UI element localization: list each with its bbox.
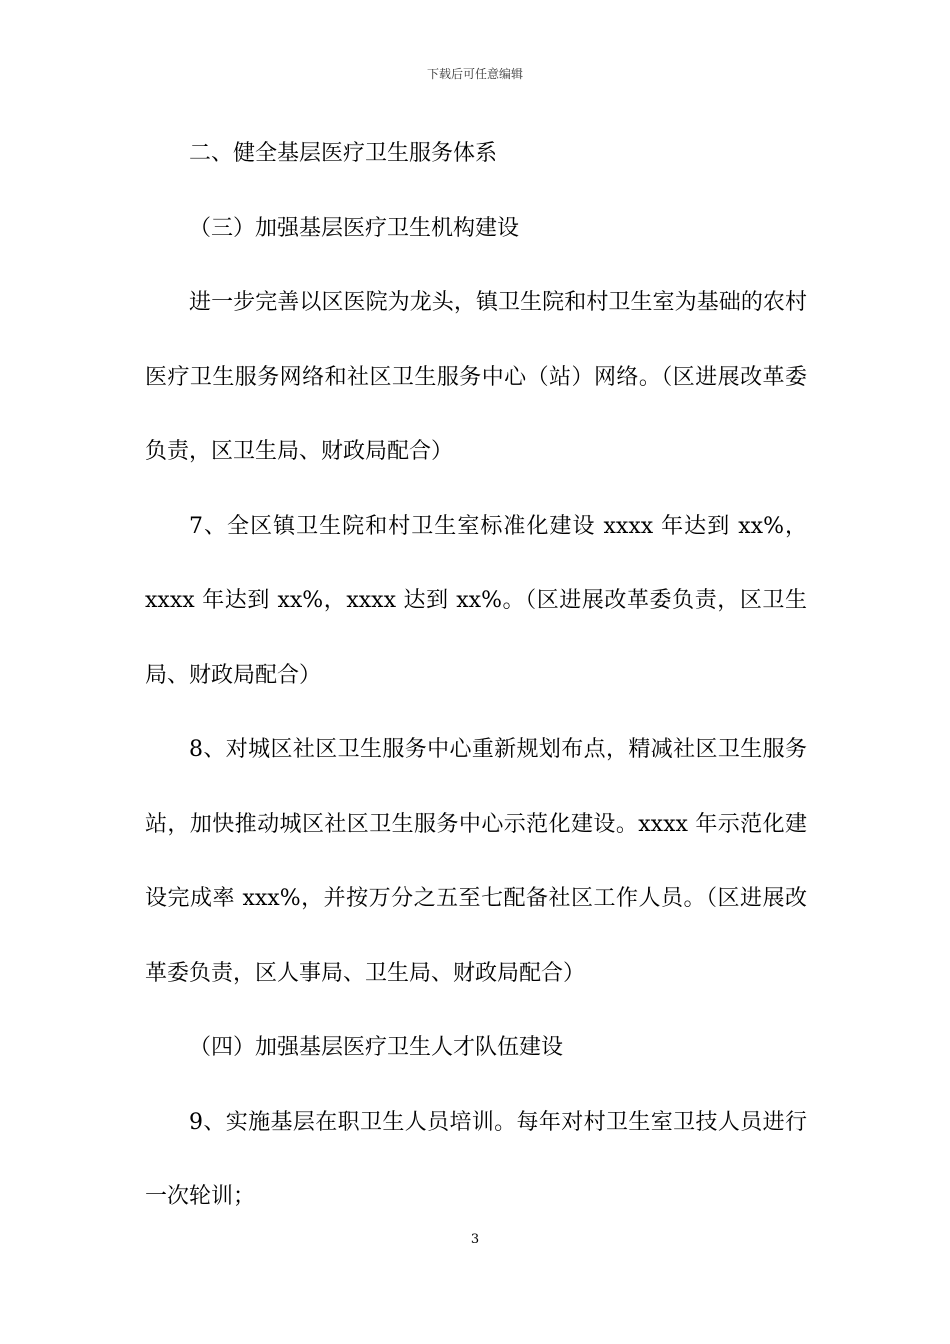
body-paragraph: 9、实施基层在职卫生人员培训。每年对村卫生室卫技人员进行一次轮训； (145, 1109, 807, 1209)
body-paragraph: 7、全区镇卫生院和村卫生室标准化建设 xxxx 年达到 xx%，xxxx 年达到 xx%，xxxx 达到 xx%。（区进展改革委负责，区卫生局、财政局配合） (145, 513, 807, 688)
subsection-heading: （四）加强基层医疗卫生人才队伍建设 (189, 1035, 564, 1060)
subsection-heading: （三）加强基层医疗卫生机构建设 (189, 215, 520, 241)
document-body (145, 117, 807, 1235)
section-heading: 二、健全基层医疗卫生服务体系 (189, 141, 498, 166)
page-header: 下载后可任意编辑 (426, 67, 523, 81)
body-paragraph: 进一步完善以区医院为龙头，镇卫生院和村卫生室为基础的农村医疗卫生服务网络和社区卫生服务中心（站）网络。（区进展改革委负责，区卫生局、财政局配合） (145, 290, 807, 464)
body-paragraph: 8、对城区社区卫生服务中心重新规划布点，精减社区卫生服务站，加快推动城区社区卫生服务中心示范化建设。xxxx 年示范化建设完成率 xxx%，并按万分之五至七配备社区工作人员。（区进展改革委负责，区人事局、卫生局、财政局配合） (145, 737, 807, 986)
page-number: 3 (470, 1232, 480, 1247)
